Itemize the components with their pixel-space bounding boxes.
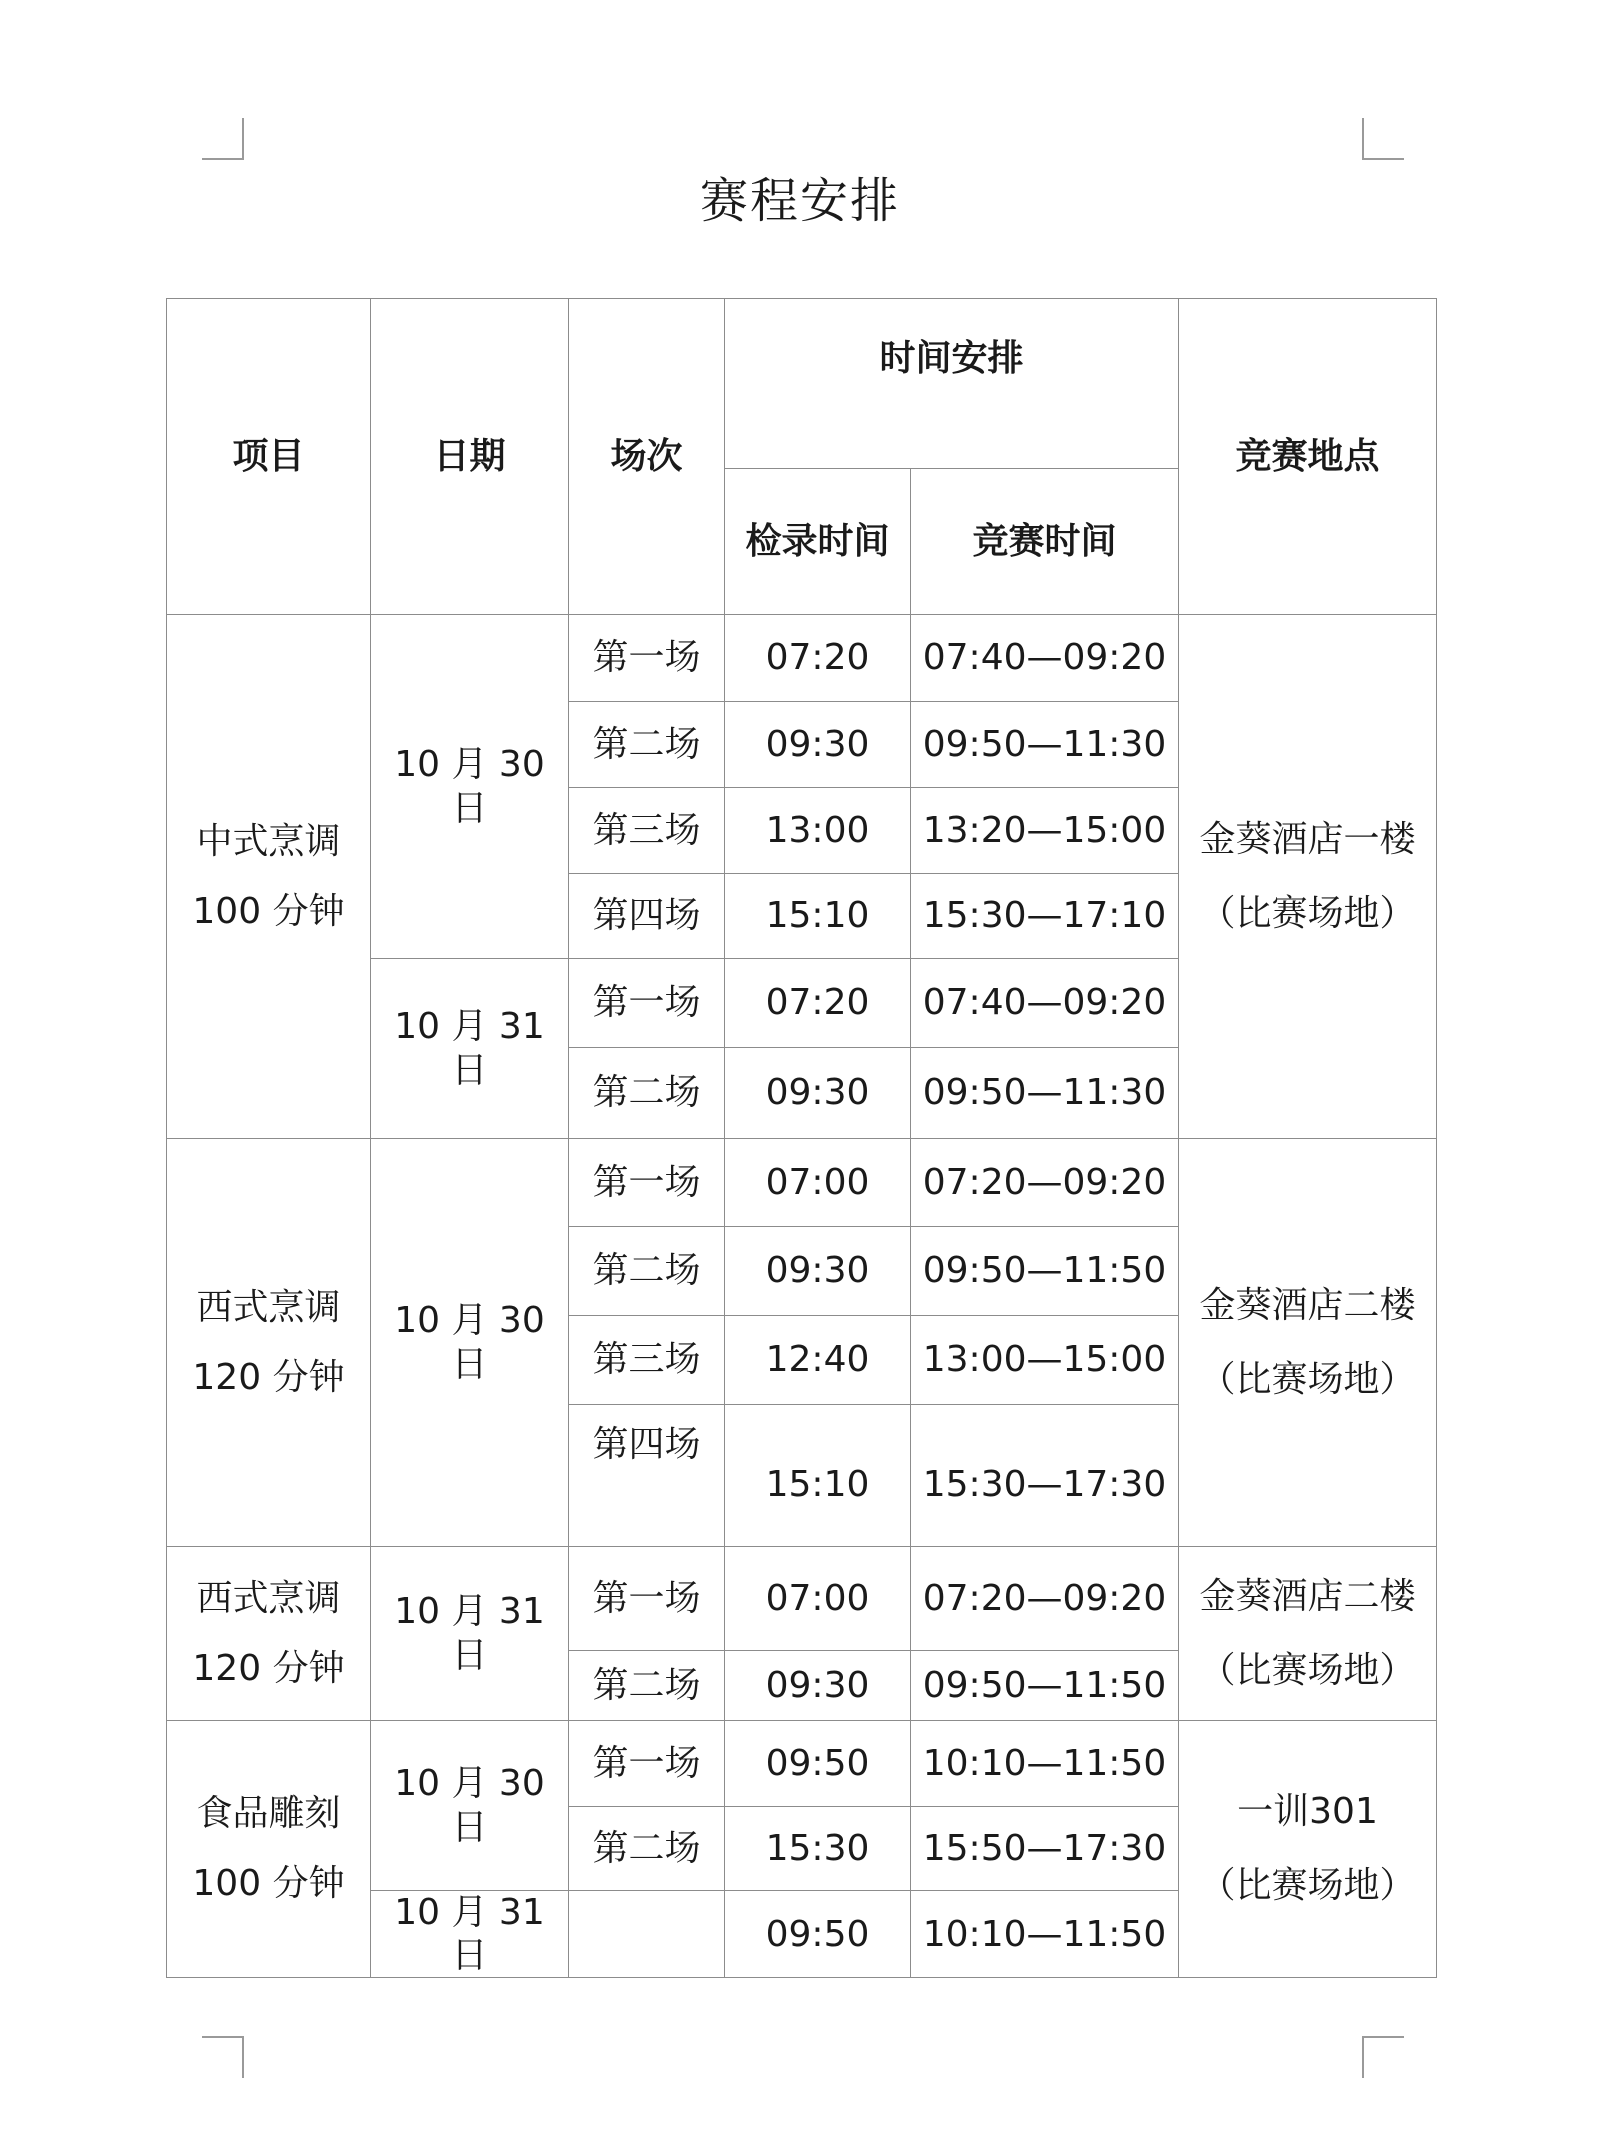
project-duration: 100 分钟	[192, 1863, 345, 1905]
date-cell: 10 月 30 日	[371, 1721, 569, 1891]
checkin-cell: 15:10	[725, 874, 911, 959]
venue-note: （比赛场地）	[1199, 1649, 1416, 1691]
compete-cell: 10:10—11:50	[911, 1891, 1179, 1978]
venue-name: 金葵酒店二楼	[1199, 1284, 1416, 1326]
project-name: 西式烹调	[196, 1577, 341, 1619]
date-cell: 10 月 31 日	[371, 1547, 569, 1721]
venue-cell	[1179, 1139, 1437, 1547]
session-cell: 第四场	[569, 1405, 725, 1547]
crop-mark-bottom-right	[1362, 2036, 1404, 2078]
project-duration: 120 分钟	[192, 1647, 345, 1689]
session-cell: 第一场	[569, 1547, 725, 1651]
project-cell	[167, 1547, 371, 1721]
project-name: 中式烹调	[196, 820, 341, 862]
checkin-cell: 07:20	[725, 959, 911, 1048]
header-project: 项目	[167, 299, 371, 615]
venue-note: （比赛场地）	[1199, 1865, 1416, 1907]
header-date: 日期	[371, 299, 569, 615]
checkin-cell: 09:30	[725, 1651, 911, 1721]
compete-cell: 10:10—11:50	[911, 1721, 1179, 1807]
table-row	[167, 1721, 1437, 1807]
project-cell	[167, 615, 371, 1139]
date-cell: 10 月 30 日	[371, 1139, 569, 1547]
header-session: 场次	[569, 299, 725, 615]
venue-note: （比赛场地）	[1199, 892, 1416, 934]
project-cell	[167, 1721, 371, 1978]
checkin-cell: 09:50	[725, 1891, 911, 1978]
venue-name: 金葵酒店二楼	[1199, 1575, 1416, 1617]
session-cell: 第二场	[569, 702, 725, 788]
project-duration: 100 分钟	[192, 890, 345, 932]
checkin-cell: 09:50	[725, 1721, 911, 1807]
checkin-cell: 12:40	[725, 1316, 911, 1405]
session-cell: 第三场	[569, 1316, 725, 1405]
session-cell: 第三场	[569, 788, 725, 874]
compete-cell: 09:50—11:50	[911, 1651, 1179, 1721]
session-cell: 第一场	[569, 615, 725, 702]
project-duration: 120 分钟	[192, 1356, 345, 1398]
session-cell: 第一场	[569, 1721, 725, 1807]
venue-cell	[1179, 1547, 1437, 1721]
checkin-cell: 09:30	[725, 1048, 911, 1139]
session-cell: 第四场	[569, 874, 725, 959]
table-row	[167, 1547, 1437, 1651]
project-name: 食品雕刻	[196, 1793, 341, 1835]
crop-mark-top-left	[202, 118, 244, 160]
compete-cell: 09:50—11:30	[911, 702, 1179, 788]
table-row	[167, 1139, 1437, 1227]
session-cell	[569, 1891, 725, 1978]
compete-cell: 09:50—11:50	[911, 1227, 1179, 1316]
venue-cell	[1179, 615, 1437, 1139]
header-compete: 竞赛时间	[911, 469, 1179, 615]
compete-cell: 13:00—15:00	[911, 1316, 1179, 1405]
compete-cell: 07:40—09:20	[911, 615, 1179, 702]
compete-cell: 13:20—15:00	[911, 788, 1179, 874]
session-cell: 第二场	[569, 1651, 725, 1721]
checkin-cell: 09:30	[725, 702, 911, 788]
compete-cell: 15:30—17:30	[911, 1405, 1179, 1547]
checkin-cell: 07:00	[725, 1139, 911, 1227]
compete-cell: 15:30—17:10	[911, 874, 1179, 959]
checkin-cell: 09:30	[725, 1227, 911, 1316]
compete-cell: 07:40—09:20	[911, 959, 1179, 1048]
table-row	[167, 615, 1437, 702]
date-cell: 10 月 30 日	[371, 615, 569, 959]
page-title: 赛程安排	[699, 173, 900, 229]
crop-mark-top-right	[1362, 118, 1404, 160]
project-name: 西式烹调	[196, 1286, 341, 1328]
session-cell: 第二场	[569, 1227, 725, 1316]
compete-cell: 09:50—11:30	[911, 1048, 1179, 1139]
header-checkin: 检录时间	[725, 469, 911, 615]
session-cell: 第二场	[569, 1807, 725, 1891]
schedule-table	[166, 298, 1437, 1978]
compete-cell: 15:50—17:30	[911, 1807, 1179, 1891]
date-cell: 10 月 31 日	[371, 959, 569, 1139]
session-cell: 第二场	[569, 1048, 725, 1139]
session-cell: 第一场	[569, 1139, 725, 1227]
project-cell	[167, 1139, 371, 1547]
header-time-group: 时间安排	[725, 299, 1179, 469]
session-cell: 第一场	[569, 959, 725, 1048]
venue-name: 一训301	[1237, 1791, 1378, 1833]
compete-cell: 07:20—09:20	[911, 1547, 1179, 1651]
date-cell: 10 月 31 日	[371, 1891, 569, 1978]
header-venue: 竞赛地点	[1179, 299, 1437, 615]
header-row	[167, 299, 1437, 469]
checkin-cell: 07:00	[725, 1547, 911, 1651]
venue-cell	[1179, 1721, 1437, 1978]
checkin-cell: 15:30	[725, 1807, 911, 1891]
checkin-cell: 13:00	[725, 788, 911, 874]
venue-name: 金葵酒店一楼	[1199, 818, 1416, 860]
compete-cell: 07:20—09:20	[911, 1139, 1179, 1227]
venue-note: （比赛场地）	[1199, 1358, 1416, 1400]
checkin-cell: 07:20	[725, 615, 911, 702]
crop-mark-bottom-left	[202, 2036, 244, 2078]
checkin-cell: 15:10	[725, 1405, 911, 1547]
